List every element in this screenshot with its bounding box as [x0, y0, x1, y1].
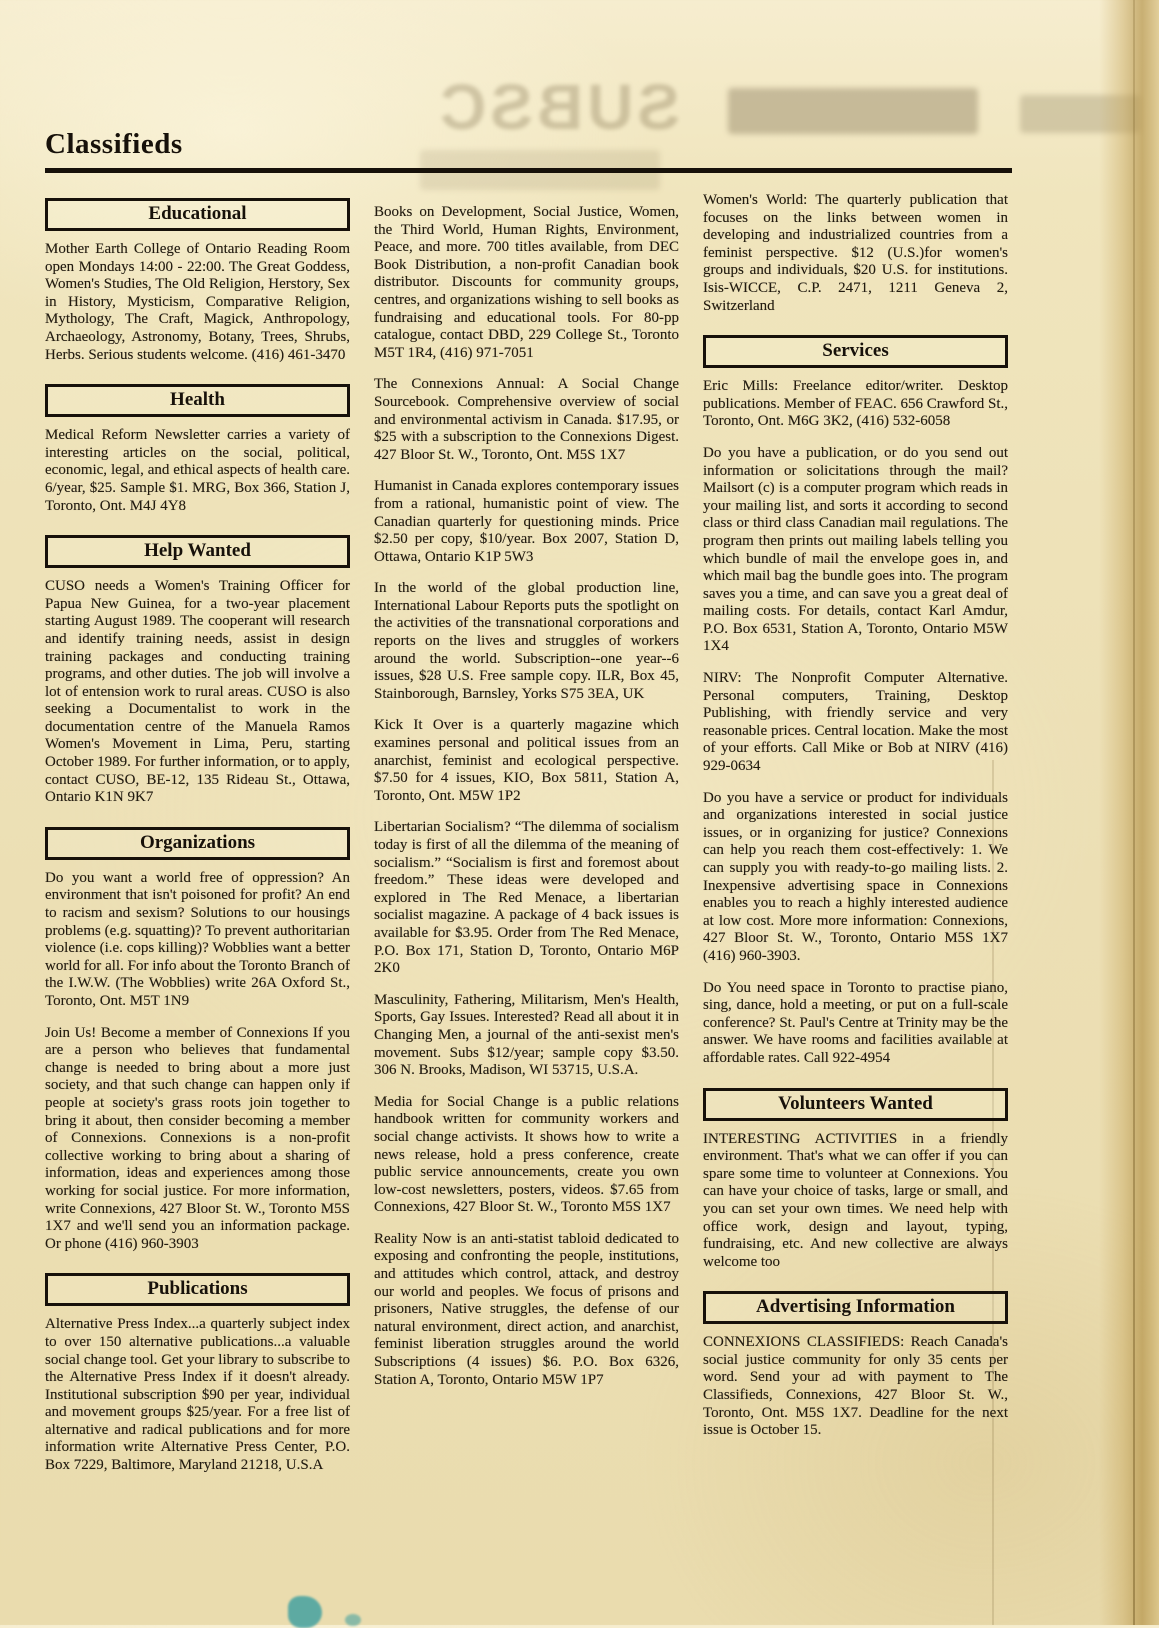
ad-volunteer-at-connexions: INTERESTING ACTIVITIES in a friendly environment. That's what we can offer if you can spare some time to volunteer at Connexions. You can have your choice of tasks, large or small, and you can set your own times. We need help with office work, design and layout, typing, fundraising, etc. And new collective are always welcome too: [703, 1130, 1008, 1270]
page-fold-edge: [1099, 0, 1159, 1625]
ad-medical-reform-newsletter: Medical Reform Newsletter carries a variety of interesting articles on the social, political, economic, legal, and ethical aspects of health care. 6/year, $25. Sample $1. MRG, Box 366, Station J, Toronto, Ont. M4J 4Y8: [45, 427, 350, 514]
ad-wobblies: Do you want a world free of oppression? An environment that isn't poisoned for profit? An end to racism and sexism? Solutions to our housings problems (e.g. squatting)? To prevent authoritarian violence (i.e. cops killing)? Wobblies want a better world for all. For info about the Toronto Branch of the I.W.W. (The Wobblies) write 26A Oxford St., Toronto, Ont. M5T 1N9: [45, 869, 350, 1009]
ink-mark: [345, 1614, 361, 1626]
section-header-educational: Educational: [45, 198, 350, 231]
ad-connexions-advertising-services: Do you have a service or product for individuals and organizations interested in social justice issues, or in organizing for justice? Connexions can help you reach them cost-effectively: 1. We can supply you with ready-to-go mailing lists. 2. Inexpensive advertising space in Connexions enables you to reach a highly interested audience at low cost. More more information: Connexions, 427 Bloor St. W., Toronto, Ontario M5S 1X7 (416) 960-3903.: [703, 789, 1008, 964]
ink-mark: [288, 1596, 322, 1628]
bleed-through-ghost-text: SUBSC: [435, 71, 680, 143]
classifieds-columns: [45, 192, 1008, 1489]
ad-eric-mills: Eric Mills: Freelance editor/writer. Desktop publications. Member of FEAC. 656 Crawford St., Toronto, Ont. M6G 3K2, (416) 532-6058: [703, 378, 1008, 430]
section-header-advertising-information: Advertising Information: [703, 1291, 1008, 1324]
ad-reality-now: Reality Now is an anti-statist tabloid dedicated to exposing and confronting the people, institutions, and attitudes which control, attack, and destroy our world and peoples. We focus of prisons and prisoners, Native struggles, the defense of our natural environment, direct action, and anarchist, feminist liberation struggles around the world Subscriptions (4 issues) $6. P.O. Box 6326, Station A, Toronto, Ontario M5W 1P7: [374, 1230, 679, 1388]
ad-international-labour-reports: In the world of the global production line, International Labour Reports puts the spotlight on the activities of the transnational corporations and reports on the lives and struggles of workers around the world. Subscription--one year--6 issues, $28 U.S. Free sample copy. ILR, Box 45, Stainborough, Barnsley, Yorks S75 3EA, UK: [374, 580, 679, 702]
ad-connexions-annual: The Connexions Annual: A Social Change Sourcebook. Comprehensive overview of social and environmental activism in Canada. $17.95, or $25 with a subscription to the Connexions Digest. 427 Bloor St. W., Toronto, Ont. M5S 1X7: [374, 376, 679, 463]
masthead: [45, 128, 1012, 173]
ad-nirv: NIRV: The Nonprofit Computer Alternative. Personal computers, Training, Desktop Publishing, with friendly service and very reasonable prices. Central location. Make the most of your efforts. Call Mike or Bob at NIRV (416) 929-0634: [703, 670, 1008, 775]
section-header-help-wanted: Help Wanted: [45, 535, 350, 568]
page-title: Classifieds: [45, 128, 183, 160]
ad-humanist-in-canada: Humanist in Canada explores contemporary issues from a rational, humanistic point of view. The Canadian quarterly for questioning minds. Price $2.50 per copy, $10/year. Box 2007, Station D, Ottawa, Ontario K1P 5W3: [374, 478, 679, 565]
section-header-organizations: Organizations: [45, 827, 350, 860]
ad-changing-men: Masculinity, Fathering, Militarism, Men's Health, Sports, Gay Issues. Interested? Read all about it in Changing Men, a journal of the anti-sexist men's movement. Subs $12/year; sample copy $3.50. 306 N. Brooks, Madison, WI 53715, U.S.A.: [374, 991, 679, 1079]
ad-womens-world: Women's World: The quarterly publication that focuses on the links between women in developing and industrialized countries from a feminist perspective. $12 (U.S.)for women's groups and individuals, $20 U.S. for institutions. Isis-WICCE, C.P. 2471, 1211 Geneva 2, Switzerland: [703, 192, 1008, 314]
ad-libertarian-socialism: Libertarian Socialism? “The dilemma of socialism today is first of all the dilemma of the meaning of socialism.” “Socialism is first and foremost about freedom.” These ideas were developed and explored in The Red Menace, a libertarian socialist magazine. A package of 4 back issues is available for $3.95. Order from The Red Menace, P.O. Box 171, Station D, Toronto, Ontario M6P 2K0: [374, 819, 679, 977]
ad-join-connexions: Join Us! Become a member of Connexions If you are a person who believes that fundamental change is needed to bring about a more just society, and that such change can happen only if people at society's grass roots join together to bring it about, then consider becoming a member of Connexions. Connexions is a non-profit collective working to bring about a sharing of information, ideas and experiences among those working for social justice. For more information, write Connexions, 427 Bloor St. W., Toronto M5S 1X7 and we'll send you an information package. Or phone (416) 960-3903: [45, 1024, 350, 1252]
ad-st-pauls-centre: Do You need space in Toronto to practise piano, sing, dance, hold a meeting, or put on a full-scale conference? St. Paul's Centre at Trinity may be the answer. We have rooms and facilities available at affordable rates. Call 922-4954: [703, 979, 1008, 1066]
masthead-rule: [45, 168, 1012, 173]
page-fold-crease: [1133, 0, 1135, 1625]
section-header-publications: Publications: [45, 1273, 350, 1306]
ad-dec-book-distribution: Books on Development, Social Justice, Women, the Third World, Human Rights, Environment, Peace, and more. 700 titles available, from DEC Book Distribution, a non-profit Canadian book distributor. Discounts for community groups, centres, and organizations wishing to sell books as fundraising and educational tools. For 80-pp catalogue, contact DBD, 229 College St., Toronto M5T 1R4, (416) 971-7051: [374, 204, 679, 361]
ad-mailsort: Do you have a publication, or do you send out information or solicitations through the mail? Mailsort (c) is a computer program which reads in your mailing list, and sorts it according to second class or third class Canadian mail regulations. The program then prints out mailing labels telling you which bundle of mail the envelope goes in, and which mail bag the bundle goes into. The program saves you a time, and can save you a great deal of mailing costs. For details, contact Karl Amdur, P.O. Box 6531, Station A, Toronto, Ontario M5W 1X4: [703, 444, 1008, 655]
column-2: [374, 192, 679, 1403]
column-1: [45, 192, 350, 1489]
ad-connexions-classifieds-info: CONNEXIONS CLASSIFIEDS: Reach Canada's social justice community for only 35 cents per word. Send your ad with payment to The Classifieds, Connexions, 427 Bloor St. W., Toronto, Ont. M5S 1X7. Deadline for the next issue is October 15.: [703, 1334, 1008, 1439]
section-header-volunteers-wanted: Volunteers Wanted: [703, 1088, 1008, 1121]
ad-kick-it-over: Kick It Over is a quarterly magazine which examines personal and political issues from an anarchist, feminist and ecological perspective. $7.50 for 4 issues, KIO, Box 5811, Station A, Toronto, Ont. M5W 1P2: [374, 717, 679, 804]
ad-cuso: CUSO needs a Women's Training Officer for Papua New Guinea, for a two-year placement starting August 1989. The cooperant will research and identify training needs, assist in design training packages and conducting training programs, and other duties. The job will involve a lot of entension work to rural areas. CUSO is also seeking a Documentalist to work in the documentation centre of the Manuela Ramos Women's Movement in Lima, Peru, starting October 1989. For further information, or to apply, contact CUSO, BE-12, 135 Rideau St., Ottawa, Ontario K1N 9K7: [45, 578, 350, 806]
ad-media-for-social-change: Media for Social Change is a public relations handbook written for community workers and social change activists. It shows how to write a news release, hold a press conference, create public service announcements, create you own low-cost newsletters, posters, videos. $7.65 from Connexions, 427 Bloor St. W., Toronto M5S 1X7: [374, 1093, 679, 1216]
section-header-health: Health: [45, 384, 350, 417]
ad-mother-earth-college: Mother Earth College of Ontario Reading Room open Mondays 14:00 - 22:00. The Great Goddess, Women's Studies, The Old Religion, Herstory, Sex in History, Mysticism, Comparative Religion, Mythology, The Craft, Magick, Anthropology, Archaeology, Astronomy, Botany, Trees, Shrubs, Herbs. Serious students welcome. (416) 461-3470: [45, 241, 350, 363]
ad-alternative-press-index: Alternative Press Index...a quarterly subject index to over 150 alternative publications...a valuable social change tool. Get your library to subscribe to the Alternative Press Index if it doesn't already. Institutional subscription $90 per year, individual and movement groups $25/year. For a free list of alternative and radical publications and for more information write Alternative Press Center, P.O. Box 7229, Baltimore, Maryland 21218, U.S.A: [45, 1316, 350, 1474]
section-header-services: Services: [703, 335, 1008, 368]
column-3: [703, 192, 1008, 1454]
